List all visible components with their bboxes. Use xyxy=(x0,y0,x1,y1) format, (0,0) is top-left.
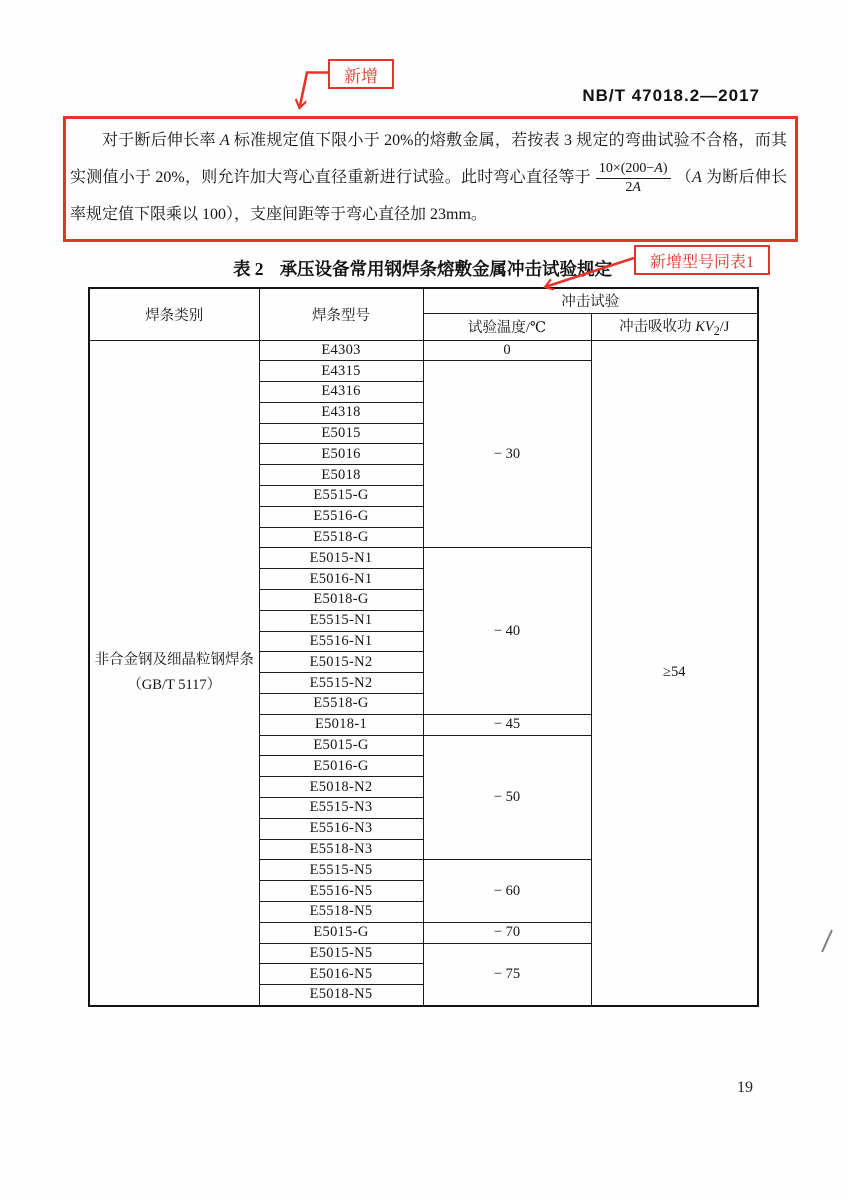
annotation-added-label xyxy=(328,59,394,89)
model-cell: E5018-1 xyxy=(259,714,423,735)
doc-number: NB/T 47018.2—2017 xyxy=(582,86,760,105)
annotation-added-models-label xyxy=(634,245,770,275)
para-var-a2: A xyxy=(692,169,702,186)
model-cell: E5018-G xyxy=(259,590,423,611)
model-cell: E5515-N3 xyxy=(259,798,423,819)
temperature-cell: − 75 xyxy=(423,943,591,1005)
model-cell: E5516-N5 xyxy=(259,881,423,902)
model-cell: E5016-N1 xyxy=(259,569,423,590)
model-cell: E5015-G xyxy=(259,735,423,756)
model-cell: E5515-N2 xyxy=(259,673,423,694)
energy-cell: ≥54 xyxy=(591,340,758,1006)
temperature-cell: − 60 xyxy=(423,860,591,922)
model-cell: E5015-G xyxy=(259,922,423,943)
model-cell: E4303 xyxy=(259,340,423,361)
model-cell: E5015-N1 xyxy=(259,548,423,569)
category-line-2: （GB/T 5117） xyxy=(127,676,222,693)
added-paragraph-highlight-box xyxy=(63,116,798,242)
para-part-1: 对于断后伸长率 xyxy=(102,132,220,149)
para-var-a1: A xyxy=(219,132,230,149)
model-cell: E5518-N5 xyxy=(259,902,423,923)
model-cell: E5016-N5 xyxy=(259,964,423,985)
temperature-cell: − 70 xyxy=(423,922,591,943)
added-paragraph xyxy=(70,122,787,233)
energy-kv-symbol: KV xyxy=(695,318,714,335)
para-part-2: 标准规定值下限小于 20%的熔敷金属，若按表 3 规定的弯曲试验不合格，而其实测值小于 20%，则允许加大弯心直径重新进行试验。此时弯心直径等于 xyxy=(70,132,787,186)
stray-scan-mark xyxy=(821,930,833,953)
model-cell: E5516-N1 xyxy=(259,631,423,652)
model-cell: E5516-G xyxy=(259,506,423,527)
temperature-cell: − 45 xyxy=(423,714,591,735)
col-header-model: 焊条型号 xyxy=(259,288,423,340)
temperature-cell: − 40 xyxy=(423,548,591,714)
model-cell: E5016 xyxy=(259,444,423,465)
page-number: 19 xyxy=(737,1079,753,1096)
model-cell: E5018 xyxy=(259,465,423,486)
model-cell: E5515-G xyxy=(259,486,423,507)
added-arrow xyxy=(300,73,329,109)
model-cell: E5518-G xyxy=(259,694,423,715)
temperature-cell: 0 xyxy=(423,340,591,361)
model-cell: E5518-G xyxy=(259,527,423,548)
table-head xyxy=(89,288,758,340)
model-cell: E5018-N2 xyxy=(259,777,423,798)
model-cell: E5015-N2 xyxy=(259,652,423,673)
table-row xyxy=(89,340,758,361)
col-header-energy: 冲击吸收功 $KV_2/J$ xyxy=(591,313,758,340)
model-cell: E5518-N3 xyxy=(259,839,423,860)
annotation-added-models-text: 新增型号同表1 xyxy=(649,253,754,271)
table-title-prefix: 表 2 xyxy=(232,259,264,279)
table-title-text: 承压设备常用钢焊条熔敷金属冲击试验规定 xyxy=(279,259,613,279)
category-cell xyxy=(89,340,259,1006)
impact-test-table-wrap xyxy=(88,287,759,1007)
para-part-4: 为断后伸长率规定值下限乘以 100），支座间距等于弯心直径加 23mm。 xyxy=(70,169,787,223)
model-cell: E5016-G xyxy=(259,756,423,777)
model-cell: E5015 xyxy=(259,423,423,444)
temperature-cell: − 50 xyxy=(423,735,591,860)
model-cell: E5516-N3 xyxy=(259,818,423,839)
para-part-3: （ xyxy=(675,169,693,186)
bend-diameter-formula: $\frac{10\times(200-A)}{2A}$ xyxy=(596,161,671,196)
model-cell: E5018-N5 xyxy=(259,985,423,1006)
temperature-cell: − 30 xyxy=(423,361,591,548)
table-body xyxy=(89,340,758,1006)
model-cell: E5515-N5 xyxy=(259,860,423,881)
annotation-added-text: 新增 xyxy=(344,66,378,86)
col-header-impact-group: 冲击试验 xyxy=(423,288,758,313)
impact-test-table xyxy=(88,287,759,1007)
model-cell: E5015-N5 xyxy=(259,943,423,964)
model-cell: E4318 xyxy=(259,402,423,423)
category-line-1: 非合金钢及细晶粒钢焊条 xyxy=(94,651,254,668)
model-cell: E4316 xyxy=(259,382,423,403)
col-header-category: 焊条类别 xyxy=(89,288,259,340)
col-header-temperature: 试验温度/℃ xyxy=(423,313,591,340)
model-cell: E4315 xyxy=(259,361,423,382)
model-cell: E5515-N1 xyxy=(259,610,423,631)
